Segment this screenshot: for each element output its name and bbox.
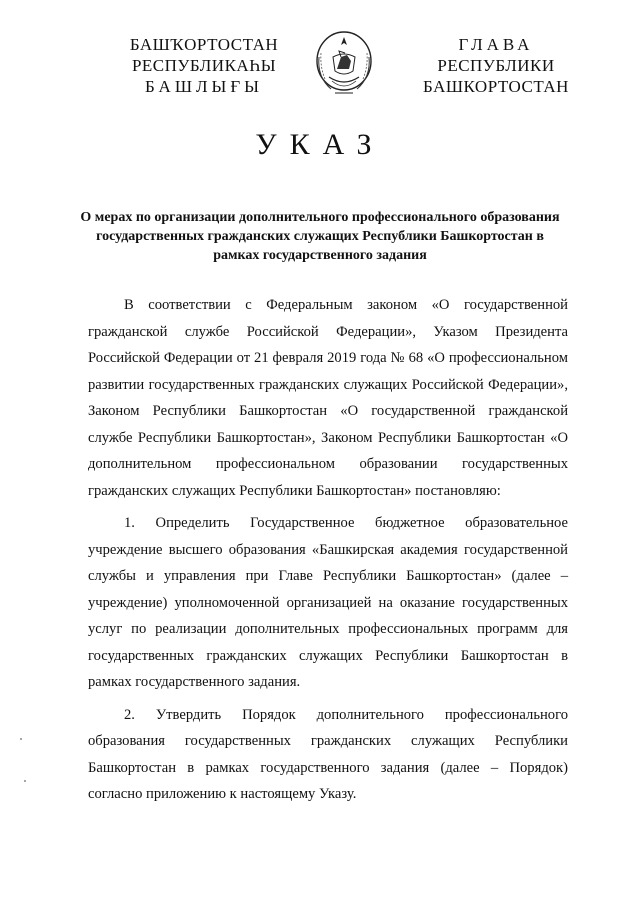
document-title: УКАЗ (255, 128, 385, 161)
preamble-paragraph: В соответствии с Федеральным законом «О государственной гражданской службе Российской Федерации», Указом Президента Российской Федерации от 21 февраля 2019 года № 68 «О профессиональном развитии государственных гражданских служащих Российской Федерации», Законом Республики Башкортостан «О государственной гражданской службе Республики Башкортостан», Законом Республики Башкортостан «О дополнительном профессиональном образовании государственных гражданских служащих Республики Башкортостан» постановляю: (88, 297, 568, 499)
header-bashkir-title (104, 34, 304, 97)
header-left-line-2: РЕСПУБЛИКАҺЫ (131, 56, 277, 75)
scan-speck (20, 738, 22, 740)
scan-speck (24, 780, 26, 782)
header-russian-title (396, 34, 596, 97)
document-subject: О мерах по организации дополнительного профессионального образования государственных гражданских служащих Республики Башкортостан в рамках государственного задания (80, 210, 560, 263)
coat-of-arms-icon (311, 27, 377, 99)
header-left-line-3: БАШЛЫҒЫ (145, 77, 263, 96)
header-right-line-2: РЕСПУБЛИКИ (437, 56, 555, 75)
clause-2-paragraph: 2. Утвердить Порядок дополнительного профессионального образования государственных гражданских служащих Республики Башкортостан в рамках государственного задания (далее – Порядок) согласно приложению к настоящему Указу. (88, 706, 568, 802)
header-left-line-1: БАШҠОРТОСТАН (129, 35, 279, 54)
clause-1-paragraph: 1. Определить Государственное бюджетное образовательное учреждение высшего образования «Башкирская академия государственной службы и управления при Главе Республики Башкортостан» (далее – учреждение) уполномоченной организацией на оказание государственных услуг по реализации дополнительных профессиональных программ для государственных гражданских служащих Республики Башкортостан в рамках государственного задания. (88, 515, 568, 690)
header-right-line-3: БАШКОРТОСТАН (423, 77, 569, 96)
header-right-line-1: ГЛАВА (458, 35, 534, 54)
document-body (88, 292, 568, 814)
